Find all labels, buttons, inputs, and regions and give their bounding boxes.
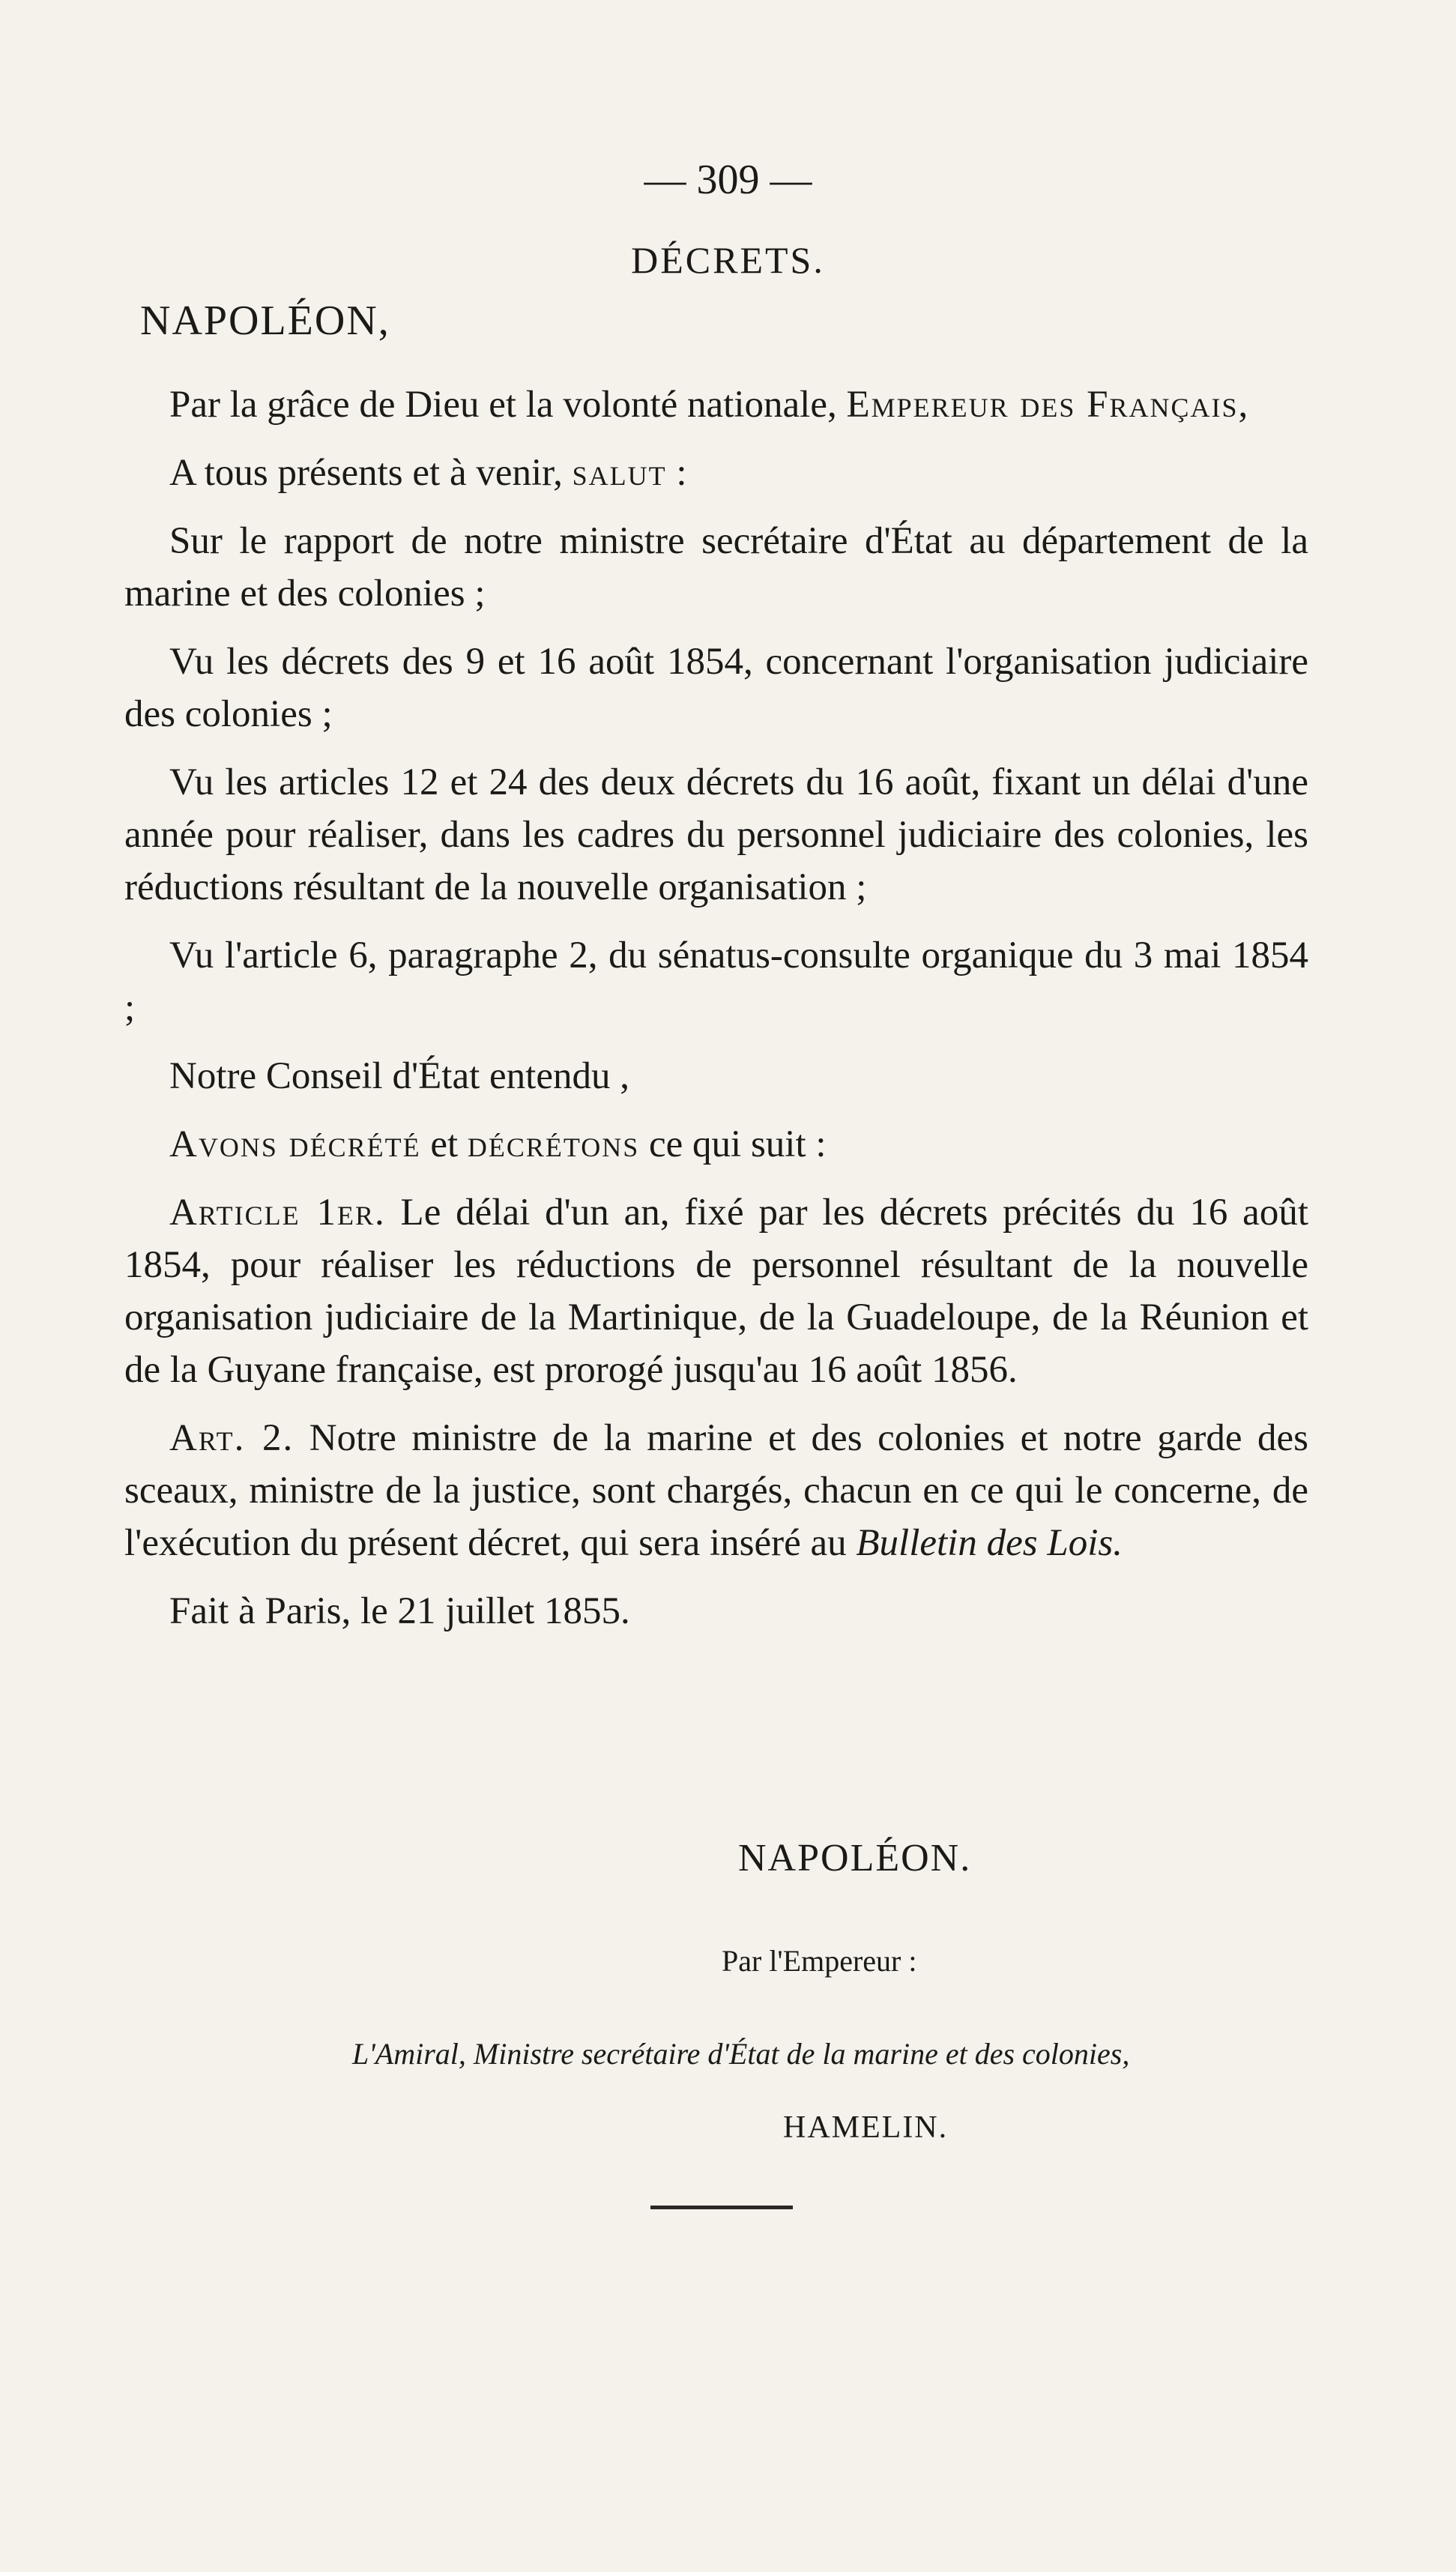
date-line: Fait à Paris, le 21 juillet 1855. <box>169 1590 630 1632</box>
minister-title: L'Amiral, Ministre secrétaire d'État de la marine et des colonies, <box>352 2037 1130 2071</box>
article-2: Art. 2. Notre ministre de la marine et des colonies et notre garde des sceaux, ministre de la justice, sont chargés, chacun en ce qui le concerne, de l'exécution du présent décret, qui sera inséré au Bulletin des Lois. <box>124 1417 1309 1564</box>
visa-senatus-consulte: Vu l'article 6, paragraphe 2, du sénatus-consulte organique du 3 mai 1854 ; <box>124 935 1308 1029</box>
par-empereur: Par l'Empereur : <box>722 1944 917 1978</box>
bulletin-des-lois: Bulletin des Lois. <box>856 1522 1123 1564</box>
emperor-heading: NAPOLÉON, <box>140 298 390 344</box>
closing-rule <box>650 2206 793 2209</box>
preamble-rapport: Sur le rapport de notre ministre secrétaire d'État au département de la marine et des colonies ; <box>124 520 1308 615</box>
visa-decrets: Vu les décrets des 9 et 16 août 1854, concernant l'organisation judiciaire des colonies ; <box>124 641 1308 735</box>
preamble-grace: Par la grâce de Dieu et la volonté nationale, Empereur des Français, <box>169 384 1250 426</box>
page-number: — 309 — <box>644 157 812 203</box>
enacting-clause: Avons décrété et décrétons ce qui suit : <box>169 1123 827 1165</box>
preamble-salut: A tous présents et à venir, salut : <box>169 452 687 494</box>
article-1-label: Article 1er. <box>169 1192 386 1234</box>
emperor-title: Empereur des Français, <box>846 384 1250 426</box>
minister-name: HAMELIN. <box>783 2110 949 2145</box>
signature: NAPOLÉON. <box>738 1837 972 1880</box>
visa-conseil-etat: Notre Conseil d'État entendu , <box>169 1055 629 1097</box>
section-title: DÉCRETS. <box>631 239 825 281</box>
visa-articles: Vu les articles 12 et 24 des deux décrets du 16 août, fixant un délai d'une année pour réaliser, dans les cadres du personnel judiciaire des colonies, les réductions résultant de la nouvelle organisation ; <box>124 761 1308 908</box>
article-2-label: Art. 2. <box>169 1417 294 1459</box>
article-1: Article 1er. Le délai d'un an, fixé par les décrets précités du 16 août 1854, pour réaliser les réductions de personnel résultant de la nouvelle organisation judiciaire de la Martinique, de la Guadeloupe, de la Réunion et de la Guyane française, est prorogé jusqu'au 16 août 1856. <box>124 1192 1308 1391</box>
decree-body <box>124 378 1308 1653</box>
